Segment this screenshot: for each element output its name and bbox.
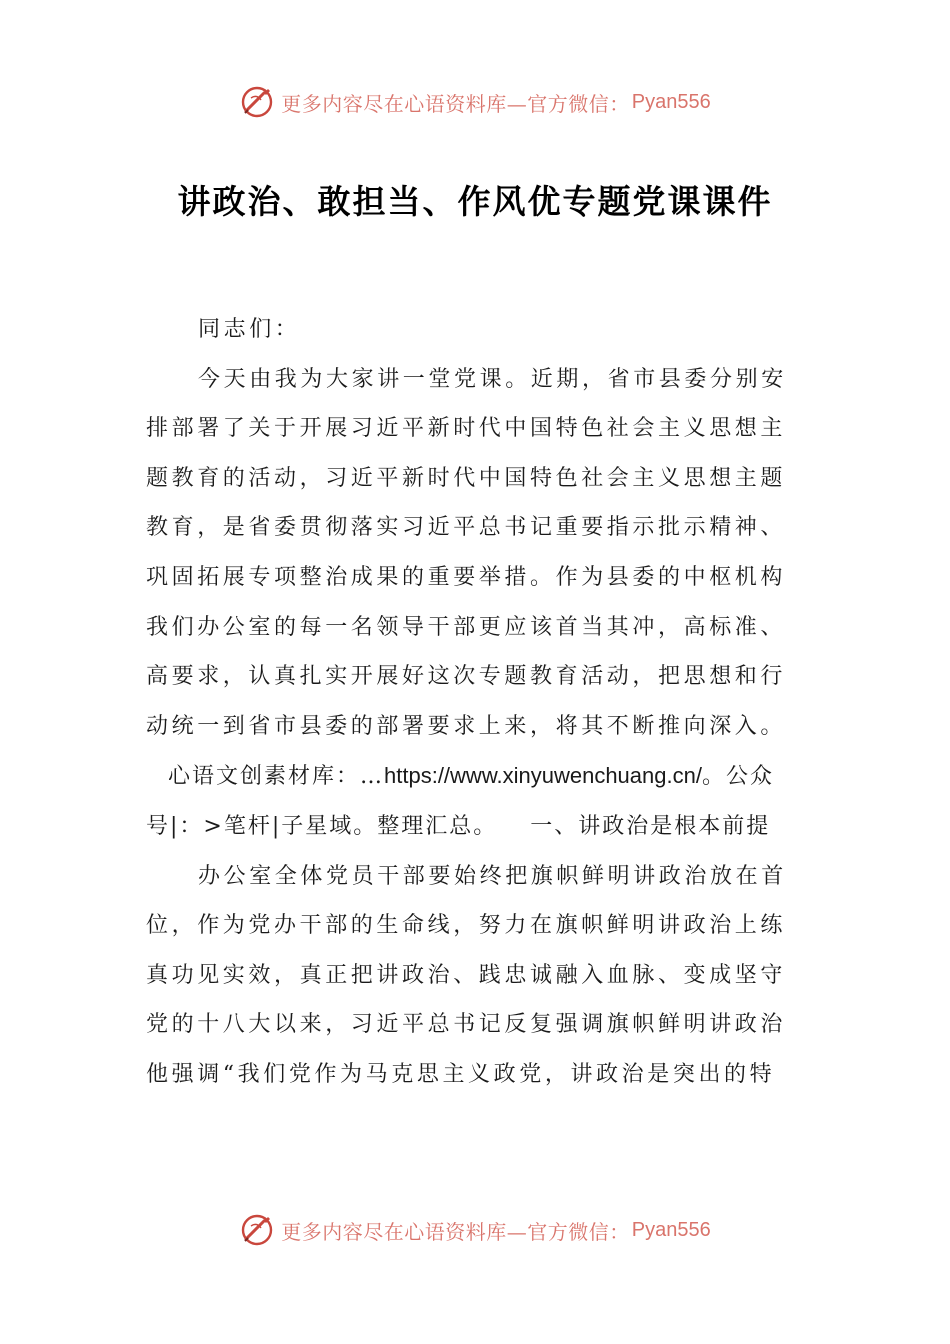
document-body (146, 305, 806, 1100)
note-suffix: 。公众号|：>笔杆|子星域。整理汇总。 (146, 764, 774, 839)
paragraph-politics: 办公室全体党员干部要始终把旗帜鲜明讲政治放在首位，作为党办干部的生命线，努力在旗帜鲜明讲政治上练真功见实效，真正把讲政治、践忠诚融入血脉、变成坚守党的十八大以来，习近平总书记反复强调旗帜鲜明讲政治他强调“我们党作为马克思主义政党，讲政治是突出的特 (146, 863, 787, 1087)
footer-watermark-banner (0, 1208, 950, 1252)
section-heading: 一、讲政治是根本前提 (530, 813, 771, 839)
source-note (146, 751, 806, 851)
banner-text: 更多内容尽在心语资料库—官方微信： (281, 91, 630, 116)
banner-wechat-id: Pyan556 (631, 1218, 711, 1241)
pen-logo-icon (239, 84, 275, 120)
page-title: 讲政治、敢担当、作风优专题党课课件 (177, 182, 773, 221)
banner-text: 更多内容尽在心语资料库—官方微信： (281, 1219, 630, 1244)
banner-wechat-id: Pyan556 (631, 90, 711, 113)
note-prefix: 心语文创素材库：… (168, 764, 385, 790)
pen-logo-icon (239, 1212, 275, 1248)
paragraph-intro: 今天由我为大家讲一堂党课。近期，省市县委分别安排部署了关于开展习近平新时代中国特色社会主义思想主题教育的活动，习近平新时代中国特色社会主义思想主题教育，是省委贯彻落实习近平总书记重要指示批示精神、巩固拓展专项整治成果的重要举措。作为县委的中枢机构我们办公室的每一名领导干部更应该首当其冲，高标准、高要求，认真扎实开展好这次专题教育活动，把思想和行动统一到省市县委的部署要求上来，将其不断推向深入。 (146, 366, 787, 739)
header-watermark-banner (0, 80, 950, 124)
note-url-link[interactable]: https://www.xinyuwenchuang.cn/ (384, 763, 702, 789)
greeting: 同志们： (198, 317, 301, 342)
